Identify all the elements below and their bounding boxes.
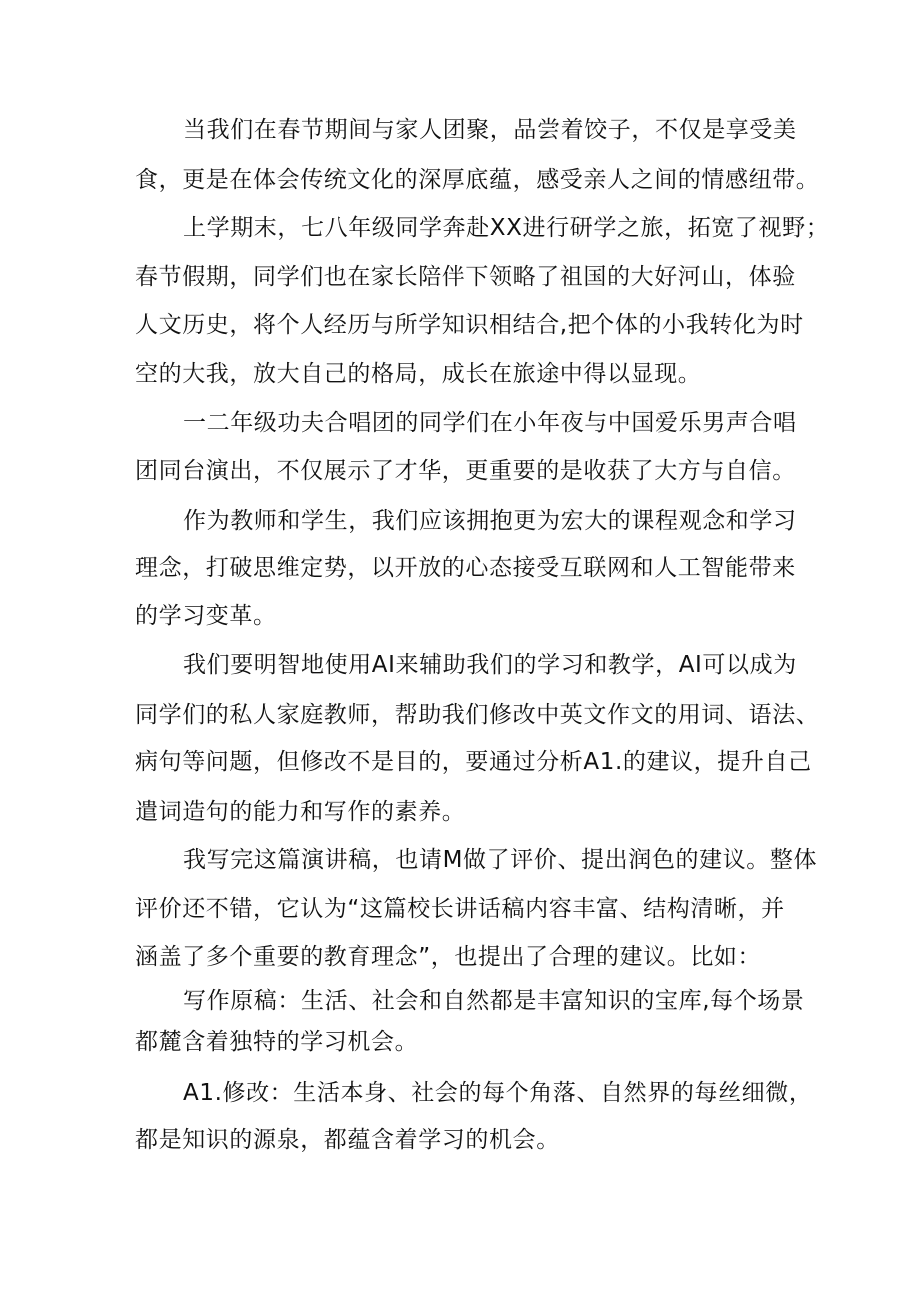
paragraph-5-line-2: 同学们的私人家庭教师，帮助我们修改中英文作文的用词、语法、 — [135, 702, 820, 728]
paragraph-2-line-2: 春节假期，同学们也在家长陪伴下领略了祖国的大好河山，体验 — [135, 264, 796, 290]
paragraph-1-line-1: 当我们在春节期间与家人团聚，品尝着饺子，不仅是享受美 — [183, 117, 797, 143]
paragraph-7-line-1: 写作原稿：生活、社会和自然都是丰富知识的宝库,每个场景 — [183, 988, 805, 1014]
paragraph-1-line-2: 食，更是在体会传统文化的深厚底蕴，感受亲人之间的情感纽带。 — [135, 167, 820, 193]
paragraph-6-line-2: 评价还不错，它认为“这篇校长讲话稿内容丰富、结构清晰，并 — [135, 896, 785, 922]
paragraph-7-line-2: 都麓含着独特的学习机会。 — [135, 1029, 419, 1055]
paragraph-5-line-4: 遣词造句的能力和写作的素养。 — [135, 799, 466, 825]
paragraph-2-line-1: 上学期末，七八年级同学奔赴XX进行研学之旅，拓宽了视野； — [183, 215, 830, 241]
paragraph-5-line-1: 我们要明智地使用AI来辅助我们的学习和教学，AI可以成为 — [183, 652, 797, 678]
paragraph-2-line-4: 空的大我，放大自己的格局，成长在旅途中得以显现。 — [135, 361, 702, 387]
paragraph-8-line-1: A1.修改：生活本身、社会的每个角落、自然界的每丝细微， — [183, 1080, 813, 1106]
paragraph-6-line-1: 我写完这篇演讲稿，也请M做了评价、提出润色的建议。整体 — [183, 847, 818, 873]
paragraph-4-line-1: 作为教师和学生，我们应该拥抱更为宏大的课程观念和学习 — [183, 508, 797, 534]
paragraph-3-line-1: 一二年级功夫合唱团的同学们在小年夜与中国爱乐男声合唱 — [183, 410, 797, 436]
paragraph-6-line-3: 涵盖了多个重要的教育理念”，也提出了合理的建议。比如： — [135, 944, 762, 970]
paragraph-3-line-2: 团同台演出，不仅展示了才华，更重要的是收获了大方与自信。 — [135, 458, 796, 484]
paragraph-5-line-3: 病句等问题，但修改不是目的，要通过分析A1.的建议，提升自己 — [135, 749, 812, 775]
paragraph-2-line-3: 人文历史，将个人经历与所学知识相结合,把个体的小我转化为时 — [135, 312, 804, 338]
paragraph-4-line-2: 理念，打破思维定势，以开放的心态接受互联网和人工智能带来 — [135, 555, 796, 581]
paragraph-8-line-2: 都是知识的源泉，都蕴含着学习的机会。 — [135, 1127, 560, 1153]
paragraph-4-line-3: 的学习变革。 — [135, 603, 277, 629]
